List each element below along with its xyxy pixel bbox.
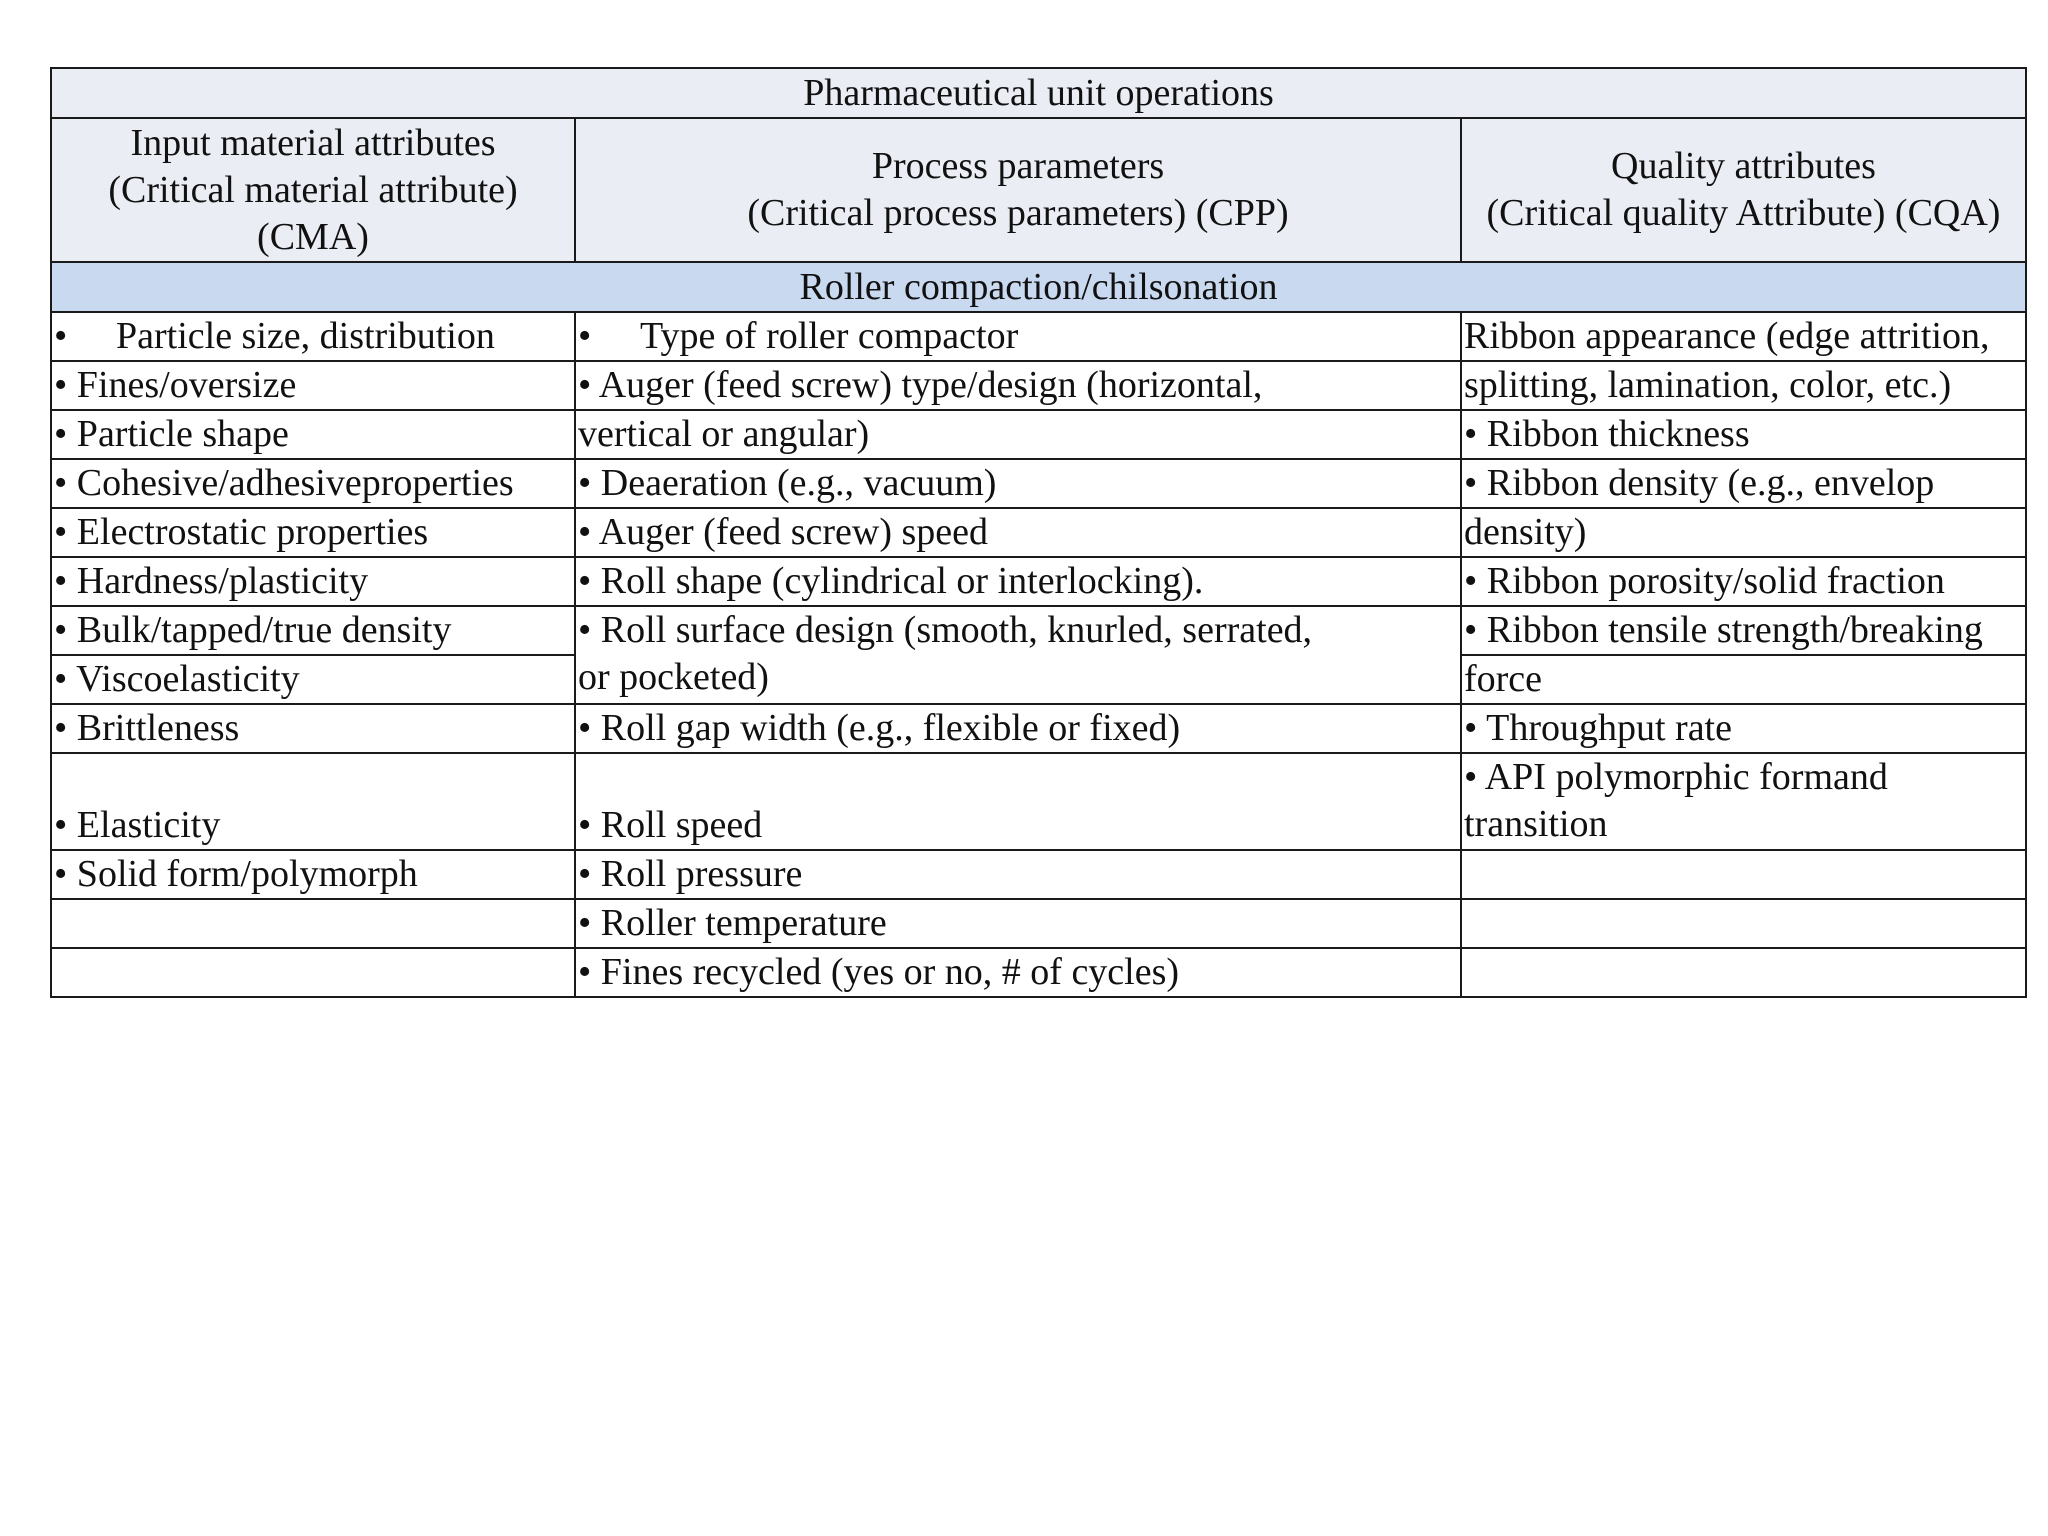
table-cell <box>1461 850 2026 899</box>
bullet: • <box>54 315 68 357</box>
header-quality-attributes <box>1461 118 2026 262</box>
table-cell: • Throughput rate <box>1461 704 2026 753</box>
table-cell: • Bulk/tapped/true density <box>51 606 575 655</box>
table-cell: • Ribbon porosity/solid fraction <box>1461 557 2026 606</box>
table-cell: • Ribbon density (e.g., envelop <box>1461 459 2026 508</box>
table-cell: density) <box>1461 508 2026 557</box>
table-cell: • Fines recycled (yes or no, # of cycles) <box>575 948 1461 997</box>
table-cell <box>1461 948 2026 997</box>
header-line: Input material attributes <box>130 121 496 164</box>
table-cell <box>51 948 575 997</box>
cell-line: • API polymorphic formand <box>1464 756 1888 798</box>
table-cell <box>1461 899 2026 948</box>
cell-text: Type of roller compactor <box>640 315 1019 357</box>
table-cell: • Particle shape <box>51 410 575 459</box>
table-cell: • Roll gap width (e.g., flexible or fixed) <box>575 704 1461 753</box>
table-row <box>51 899 2026 948</box>
table-cell: • Auger (feed screw) type/design (horizontal, <box>575 361 1461 410</box>
table-row <box>51 557 2026 606</box>
table-cell: • Electrostatic properties <box>51 508 575 557</box>
table-cell: • Roll shape (cylindrical or interlocking). <box>575 557 1461 606</box>
cell-line: or pocketed) <box>578 656 769 698</box>
table-row <box>51 361 2026 410</box>
header-line: Quality attributes <box>1611 145 1876 187</box>
attributes-table <box>50 67 2027 998</box>
table-cell <box>51 312 575 361</box>
table-cell: • Fines/oversize <box>51 361 575 410</box>
table-cell: • Ribbon thickness <box>1461 410 2026 459</box>
table-cell: • Roller temperature <box>575 899 1461 948</box>
header-line: (Critical process parameters) (CPP) <box>747 192 1289 234</box>
table-cell: • Elasticity <box>51 753 575 850</box>
section-title: Roller compaction/chilsonation <box>51 262 2026 312</box>
cell-text: Particle size, distribution <box>116 315 495 357</box>
cell-line: • Roll surface design (smooth, knurled, serrated, <box>578 609 1313 651</box>
cell-line: transition <box>1464 803 1608 845</box>
header-process-parameters <box>575 118 1461 262</box>
table-row <box>51 850 2026 899</box>
table-cell: • Brittleness <box>51 704 575 753</box>
table-cell: force <box>1461 655 2026 704</box>
table-cell: • Ribbon tensile strength/breaking <box>1461 606 2026 655</box>
table-title: Pharmaceutical unit operations <box>51 68 2026 118</box>
table-cell: • Solid form/polymorph <box>51 850 575 899</box>
table-cell <box>575 312 1461 361</box>
header-line: (Critical material attribute) <box>108 168 518 211</box>
table-cell: vertical or angular) <box>575 410 1461 459</box>
header-input-material-attributes <box>51 118 575 262</box>
table-cell: splitting, lamination, color, etc.) <box>1461 361 2026 410</box>
table-cell: • Roll pressure <box>575 850 1461 899</box>
table-cell: • Hardness/plasticity <box>51 557 575 606</box>
table-cell: • Roll speed <box>575 753 1461 850</box>
table-cell: • Cohesive/adhesiveproperties <box>51 459 575 508</box>
table-row <box>51 410 2026 459</box>
table-row <box>51 753 2026 850</box>
header-line: (Critical quality Attribute) (CQA) <box>1486 192 2001 234</box>
table-cell <box>51 899 575 948</box>
bullet: • <box>578 315 592 357</box>
table-row <box>51 704 2026 753</box>
header-line: Process parameters <box>871 145 1165 187</box>
table-row <box>51 948 2026 997</box>
header-line: (CMA) <box>257 215 369 258</box>
table-cell <box>575 606 1461 704</box>
table-cell: Ribbon appearance (edge attrition, <box>1461 312 2026 361</box>
table-cell <box>1461 753 2026 850</box>
table-row <box>51 459 2026 508</box>
table-row <box>51 312 2026 361</box>
table-cell: • Deaeration (e.g., vacuum) <box>575 459 1461 508</box>
table-row <box>51 508 2026 557</box>
table-row <box>51 606 2026 655</box>
table-cell: • Auger (feed screw) speed <box>575 508 1461 557</box>
table-cell: • Viscoelasticity <box>51 655 575 704</box>
